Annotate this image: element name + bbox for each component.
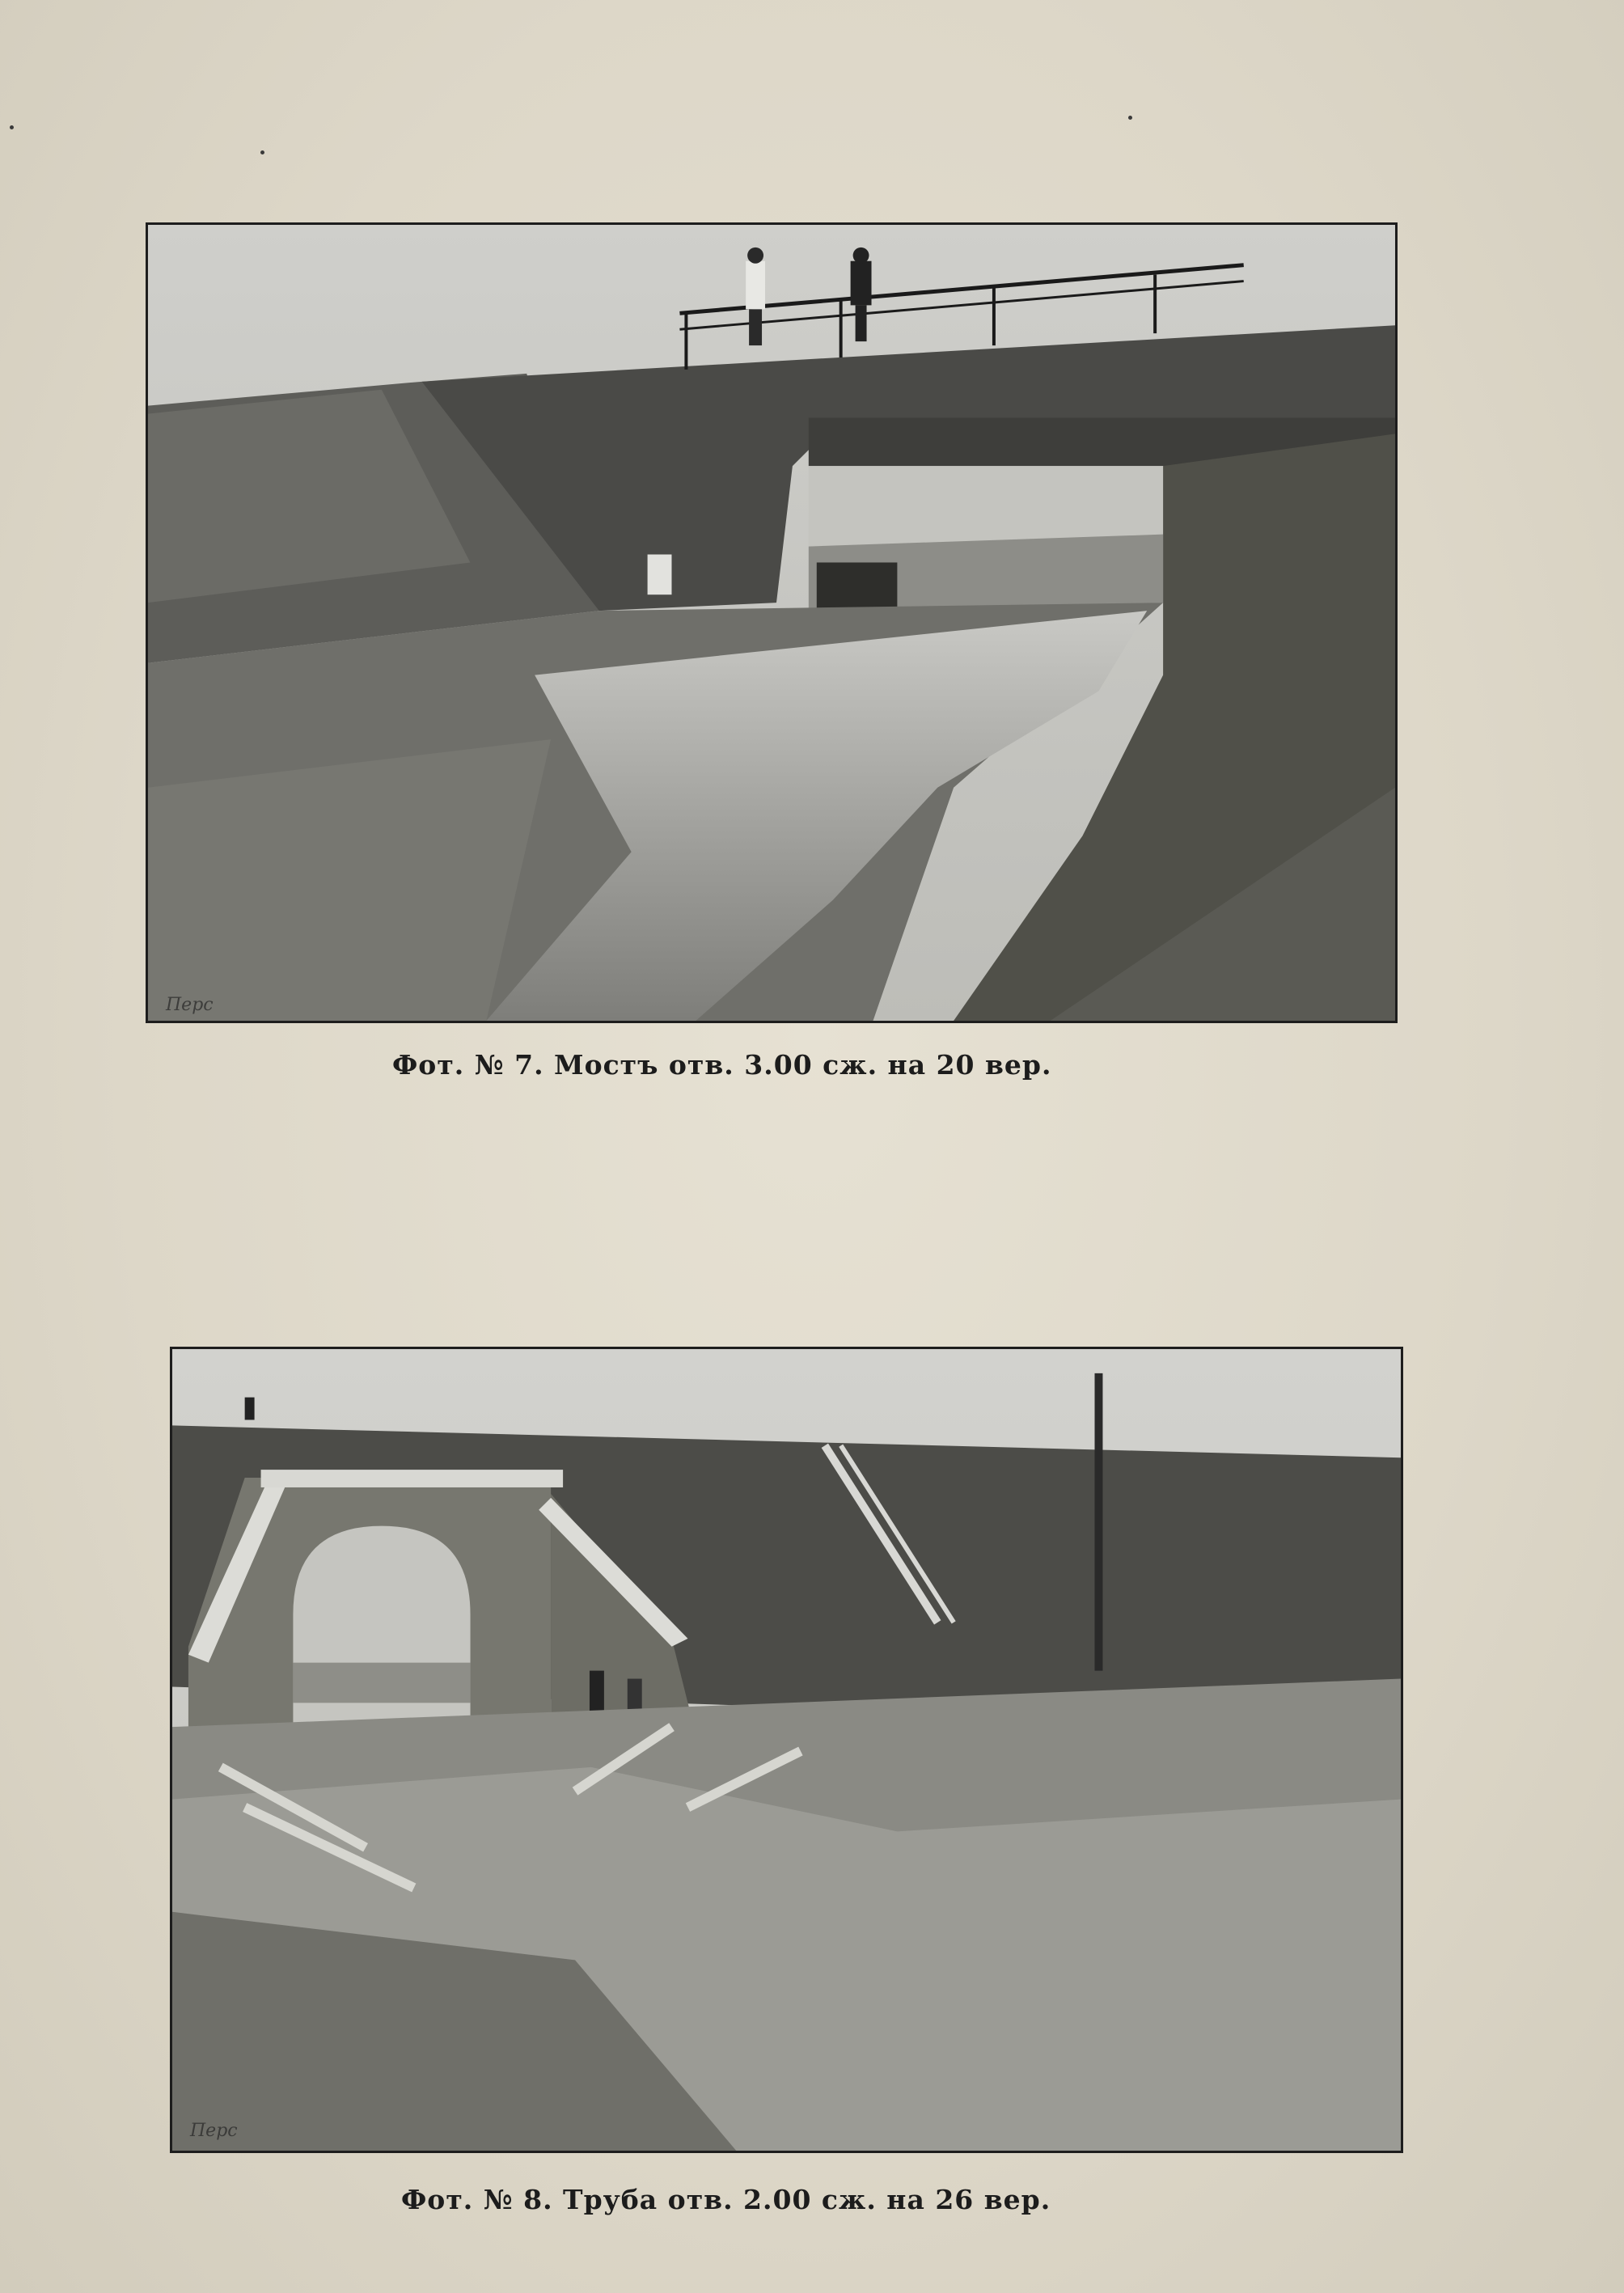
culvert-photograph — [172, 1349, 1401, 2151]
bridge-photograph — [148, 225, 1395, 1021]
ink-speck — [10, 125, 14, 129]
photo-bridge — [146, 222, 1398, 1023]
photographer-signature: Перс — [166, 995, 214, 1015]
ink-speck — [1128, 116, 1132, 120]
photographer-signature: Перс — [190, 2121, 238, 2141]
photo-culvert — [170, 1347, 1403, 2153]
ink-speck — [260, 150, 264, 154]
photo-caption: Фот. № 8. Труба отв. 2.00 сж. на 26 вер. — [401, 2184, 1051, 2215]
photo-caption: Фот. № 7. Мостъ отв. 3.00 сж. на 20 вер. — [392, 1049, 1052, 1081]
